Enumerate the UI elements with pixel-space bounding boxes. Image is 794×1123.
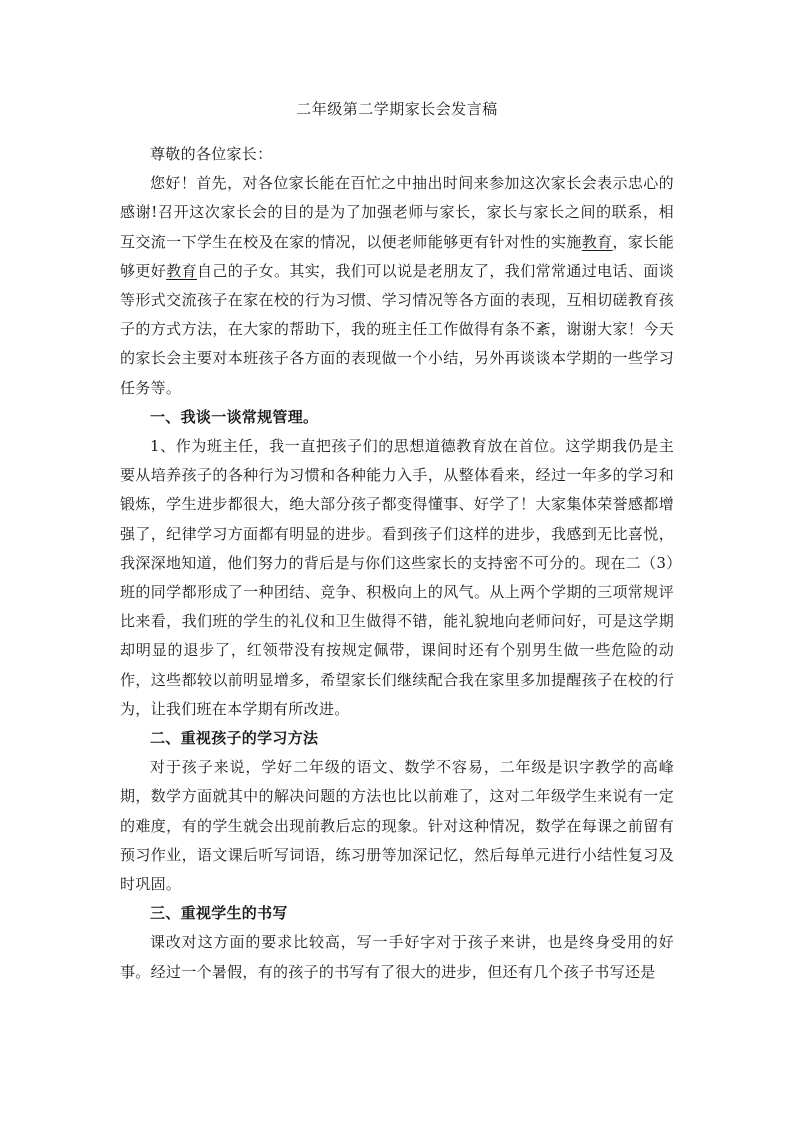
greeting: 尊敬的各位家长： (150, 145, 273, 163)
intro-paragraph (120, 169, 674, 403)
education-link-1[interactable]: 教育 (581, 232, 613, 251)
section-2-paragraph: 对于孩子来说，学好二年级的语文、数学不容易，二年级是识字教学的高峰期，数学方面就其中的解决问题的方法也比以前难了，这对二年级学生来说有一定的难度，有的学生就会出现前教后忘的现象。针对这种情况，数学在每课之前留有预习作业，语文课后听写词语，练习册等加深记忆，然后每单元进行小结性复习及时巩固。 (120, 758, 674, 894)
document-title: 二年级第二学期家长会发言稿 (296, 100, 498, 118)
section-3-paragraph: 课改对这方面的要求比较高，写一手好字对于孩子来讲，也是终身受用的好事。经过一个暑假，有的孩子的书写有了很大的进步，但还有几个孩子书写还是 (120, 933, 674, 981)
intro-text-3: 自己的子女。其实，我们可以说是老朋友了，我们常常通过电话、面谈等形式交流孩子在家在校的行为习惯、学习情况等各方面的表现，互相切磋教育孩子的方式方法，在大家的帮助下，我的班主任工作做得有条不紊，谢谢大家！今天的家长会主要对本班孩子各方面的表现做一个小结，另外再谈谈本学期的一些学习任务等。 (120, 261, 675, 397)
section-1-heading: 一、我谈一谈常规管理。 (150, 407, 319, 426)
intro-text-1: 您好！首先，对各位家长能在百忙之中抽出时间来参加这次家长会表示忠心的感谢!召开这次家长会的目的是为了加强老师与家长，家长与家长之间的联系，相互交流一下学生在校及在家的情况，以便老师能够更有针对性的实施 (120, 174, 674, 251)
section-1-paragraph: 1、作为班主任，我一直把孩子们的思想道德教育放在首位。这学期我仍是主要从培养孩子的各种行为习惯和各种能力入手，从整体看来，经过一年多的学习和锻炼，学生进步都很大，绝大部分孩子都变得懂事、好学了！大家集体荣誉感都增强了，纪律学习方面都有明显的进步。看到孩子们这样的进步，我感到无比喜悦，我深深地知道，他们努力的背后是与你们这些家长的支持密不可分的。现在二（3）班的同学都形成了一种团结、竞争、积极向上的风气。从上两个学期的三项常规评比来看，我们班的学生的礼仪和卫生做得不错，能礼貌地向老师问好，可是这学期却明显的退步了，红领带没有按规定佩带，课间时还有个别男生做一些危险的动作，这些都较以前明显增多，希望家长们继续配合我在家里多加提醒孩子在校的行为，让我们班在本学期有所改进。 (120, 437, 674, 718)
education-link-2[interactable]: 教育 (166, 261, 197, 280)
section-3-heading: 三、重视学生的书写 (150, 904, 288, 923)
section-2-heading: 二、重视孩子的学习方法 (150, 729, 319, 748)
document-body (120, 140, 674, 987)
intro-text-2: ，家长能够更好 (120, 232, 675, 280)
